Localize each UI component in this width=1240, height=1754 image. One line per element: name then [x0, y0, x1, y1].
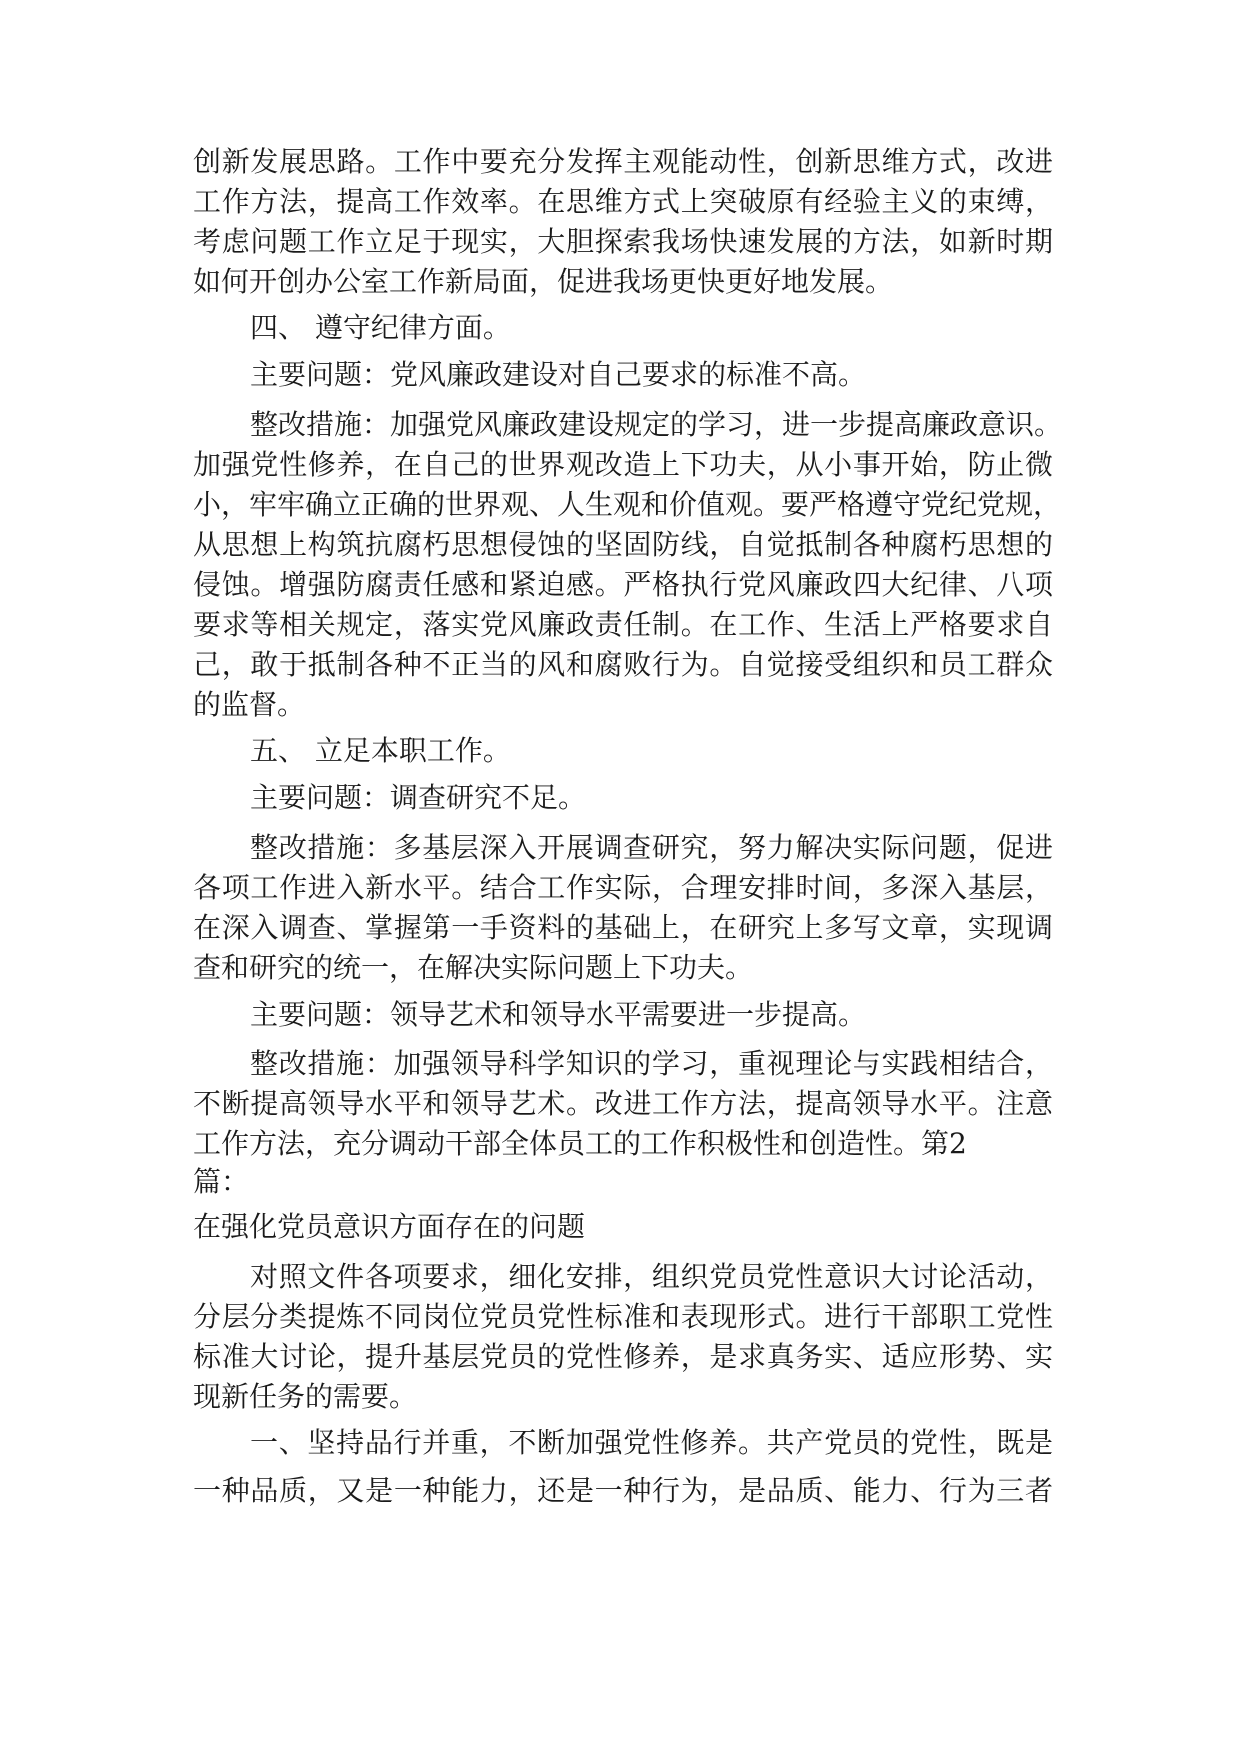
text-line: 分层分类提炼不同岗位党员党性标准和表现形式。进行干部职工党性 [193, 1300, 1053, 1333]
text-line: 各项工作进入新水平。结合工作实际，合理安排时间，多深入基层， [193, 871, 1053, 904]
problem-line: 主要问题：调查研究不足。 [250, 781, 587, 814]
problem-line: 主要问题：领导艺术和领导水平需要进一步提高。 [250, 998, 867, 1031]
text-line: 整改措施：加强党风廉政建设规定的学习，进一步提高廉政意识。 [250, 408, 1063, 441]
text-line: 如何开创办公室工作新局面，促进我场更快更好地发展。 [193, 265, 894, 298]
text-line: 在深入调查、掌握第一手资料的基础上，在研究上多写文章，实现调 [193, 911, 1053, 944]
text-line: 创新发展思路。工作中要充分发挥主观能动性，创新思维方式，改进 [193, 145, 1053, 178]
problem-line: 主要问题：党风廉政建设对自己要求的标准不高。 [250, 358, 867, 391]
section-heading-5: 五、 立足本职工作。 [250, 734, 511, 767]
text-line: 对照文件各项要求，细化安排，组织党员党性意识大讨论活动， [250, 1260, 1053, 1293]
text-line: 整改措施：多基层深入开展调查研究，努力解决实际问题，促进 [250, 831, 1053, 864]
text-line: 篇： [193, 1165, 250, 1198]
text-line: 从思想上构筑抗腐朽思想侵蚀的坚固防线，自觉抵制各种腐朽思想的 [193, 528, 1053, 561]
text-line: 侵蚀。增强防腐责任感和紧迫感。严格执行党风廉政四大纪律、八项 [193, 568, 1053, 601]
section-title: 在强化党员意识方面存在的问题 [193, 1210, 586, 1243]
text-line: 工作方法，提高工作效率。在思维方式上突破原有经验主义的束缚， [193, 185, 1053, 218]
text-line: 一种品质，又是一种能力，还是一种行为，是品质、能力、行为三者 [193, 1474, 1053, 1507]
text-line: 的监督。 [193, 688, 306, 721]
text-line: 标准大讨论，提升基层党员的党性修养，是求真务实、适应形势、实 [193, 1340, 1053, 1373]
text-line: 不断提高领导水平和领导艺术。改进工作方法，提高领导水平。注意 [193, 1087, 1053, 1120]
text-line: 要求等相关规定，落实党风廉政责任制。在工作、生活上严格要求自 [193, 608, 1053, 641]
section-heading-4: 四、 遵守纪律方面。 [250, 311, 511, 344]
text-line: 查和研究的统一，在解决实际问题上下功夫。 [193, 951, 754, 984]
text-line: 工作方法，充分调动干部全体员工的工作积极性和创造性。第2 [193, 1127, 967, 1160]
text-line: 加强党性修养，在自己的世界观改造上下功夫，从小事开始，防止微 [193, 448, 1053, 481]
text-line: 小，牢牢确立正确的世界观、人生观和价值观。要严格遵守党纪党规， [193, 488, 1062, 521]
text-line: 己，敢于抵制各种不正当的风和腐败行为。自觉接受组织和员工群众 [193, 648, 1053, 681]
text-line: 整改措施：加强领导科学知识的学习，重视理论与实践相结合， [250, 1047, 1053, 1080]
text-line: 一、坚持品行并重，不断加强党性修养。共产党员的党性，既是 [250, 1426, 1053, 1459]
text-line: 考虑问题工作立足于现实，大胆探索我场快速发展的方法，如新时期 [193, 225, 1053, 258]
text-line: 现新任务的需要。 [193, 1380, 418, 1413]
